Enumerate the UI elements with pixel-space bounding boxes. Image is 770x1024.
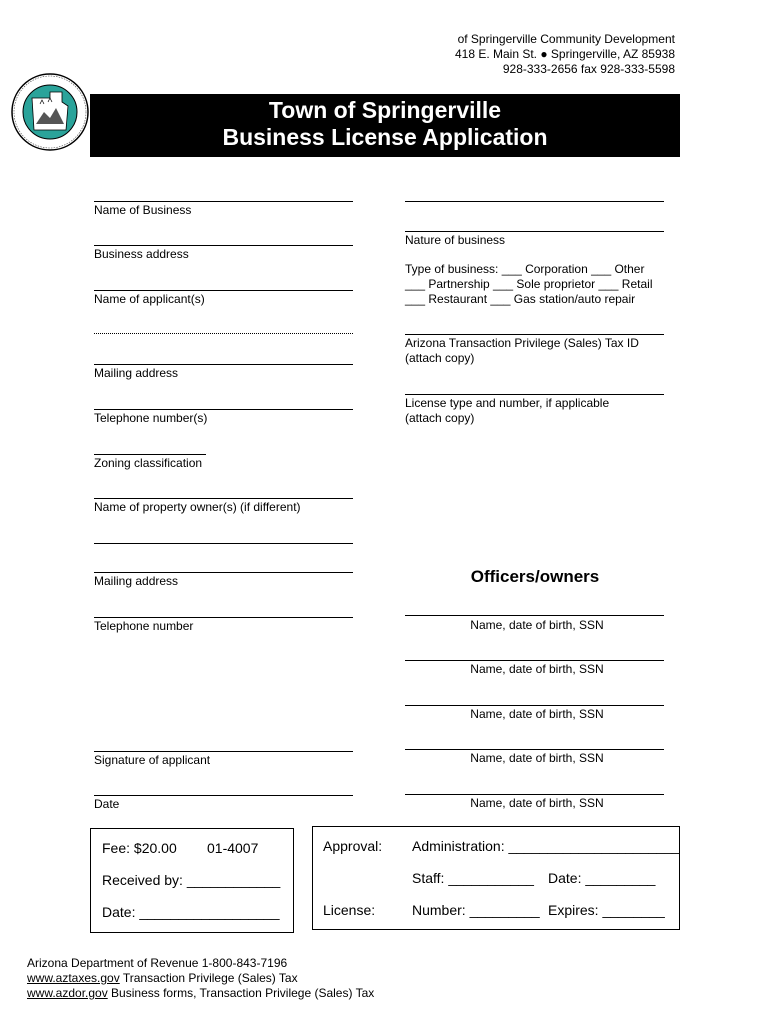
owner-telephone-label: Telephone number	[94, 619, 194, 633]
fee-amount: Fee: $20.00	[102, 840, 177, 856]
approval-date-field[interactable]: Date: _________	[548, 870, 656, 886]
azdor-row	[27, 986, 374, 1001]
owner-mailing-address-line[interactable]	[94, 572, 353, 573]
revenue-phone: Arizona Department of Revenue 1-800-843-7196	[27, 956, 288, 970]
owner-mailing-address-label: Mailing address	[94, 574, 179, 588]
license-label: License:	[323, 902, 376, 918]
telephone-label: Telephone number(s)	[94, 411, 208, 425]
license-type-label	[405, 396, 609, 426]
fee-date-field[interactable]: Date: __________________	[102, 904, 280, 920]
title-banner	[90, 94, 680, 157]
officers-heading: Officers/owners	[470, 567, 600, 586]
title-form: Business License Application	[222, 124, 548, 150]
officer-label-1: Name, date of birth, SSN	[470, 618, 604, 632]
officer-label-2: Name, date of birth, SSN	[470, 662, 604, 676]
mailing-address-label: Mailing address	[94, 366, 179, 380]
administration-field[interactable]: Administration: ______________________	[412, 838, 680, 854]
license-type-label-1: License type and number, if applicable	[405, 396, 610, 410]
license-number-field[interactable]: Number: _________	[412, 902, 540, 918]
business-address-line[interactable]	[94, 245, 353, 246]
right-top-line[interactable]	[405, 201, 664, 202]
officer-label-3: Name, date of birth, SSN	[470, 707, 604, 721]
license-expires-field[interactable]: Expires: ________	[548, 902, 665, 918]
town-seal-logo	[10, 72, 90, 152]
footer	[27, 956, 374, 1001]
zoning-line[interactable]	[94, 454, 206, 455]
nature-of-business-line[interactable]	[405, 231, 664, 232]
business-address-label: Business address	[94, 247, 189, 261]
owner-telephone-line[interactable]	[94, 617, 353, 618]
business-type-line-1: Type of business: ___ Corporation ___ Other	[405, 262, 645, 276]
tax-id-line[interactable]	[405, 334, 664, 335]
license-type-line[interactable]	[405, 394, 664, 395]
applicant-name-line[interactable]	[94, 290, 353, 291]
azdor-desc: Business forms, Transaction Privilege (Sales) Tax	[107, 986, 375, 1000]
applicant-name-label: Name of applicant(s)	[94, 292, 205, 306]
tax-id-label-2: (attach copy)	[405, 351, 475, 365]
address-line-1: of Springerville Community Development	[457, 32, 675, 46]
aztaxes-link[interactable]: www.aztaxes.gov	[27, 971, 120, 985]
license-type-label-2: (attach copy)	[405, 411, 475, 425]
tax-id-label	[405, 336, 639, 366]
staff-field[interactable]: Staff: ___________	[412, 870, 534, 886]
azdor-link[interactable]: www.azdor.gov	[27, 986, 108, 1000]
fee-box	[90, 828, 294, 933]
received-by-field[interactable]: Received by: ____________	[102, 872, 281, 888]
telephone-line[interactable]	[94, 409, 353, 410]
officer-label-4: Name, date of birth, SSN	[470, 751, 604, 765]
officer-line-4[interactable]	[405, 749, 664, 750]
date-label: Date	[94, 797, 120, 811]
officer-line-1[interactable]	[405, 615, 664, 616]
applicant-name-line-2[interactable]	[94, 333, 353, 334]
officer-line-2[interactable]	[405, 660, 664, 661]
title-town: Town of Springerville	[268, 97, 502, 123]
signature-label: Signature of applicant	[94, 753, 211, 767]
address-line-3: 928-333-2656 fax 928-333-5598	[502, 62, 675, 76]
officer-line-3[interactable]	[405, 705, 664, 706]
approval-label: Approval:	[323, 838, 383, 854]
business-type-options[interactable]	[405, 262, 653, 307]
business-type-line-2: ___ Partnership ___ Sole proprietor ___ Retail	[405, 277, 653, 291]
business-name-line[interactable]	[94, 201, 353, 202]
fee-code: 01-4007	[207, 840, 259, 856]
aztaxes-row	[27, 971, 374, 986]
aztaxes-desc: Transaction Privilege (Sales) Tax	[119, 971, 298, 985]
nature-of-business-label: Nature of business	[405, 233, 506, 247]
approval-box	[312, 826, 680, 930]
property-owner-line[interactable]	[94, 498, 353, 499]
address-line-2: 418 E. Main St. ● Springerville, AZ 85938	[454, 47, 675, 61]
mailing-address-line[interactable]	[94, 364, 353, 365]
property-owner-label: Name of property owner(s) (if different)	[94, 500, 301, 514]
signature-line[interactable]	[94, 751, 353, 752]
business-name-label: Name of Business	[94, 203, 192, 217]
date-line[interactable]	[94, 795, 353, 796]
office-address	[455, 32, 675, 77]
tax-id-label-1: Arizona Transaction Privilege (Sales) Tax ID	[405, 336, 639, 350]
zoning-label: Zoning classification	[94, 456, 203, 470]
officer-line-5[interactable]	[405, 794, 664, 795]
property-owner-line-2[interactable]	[94, 543, 353, 544]
business-type-line-3: ___ Restaurant ___ Gas station/auto repair	[405, 292, 636, 306]
officer-label-5: Name, date of birth, SSN	[470, 796, 604, 810]
